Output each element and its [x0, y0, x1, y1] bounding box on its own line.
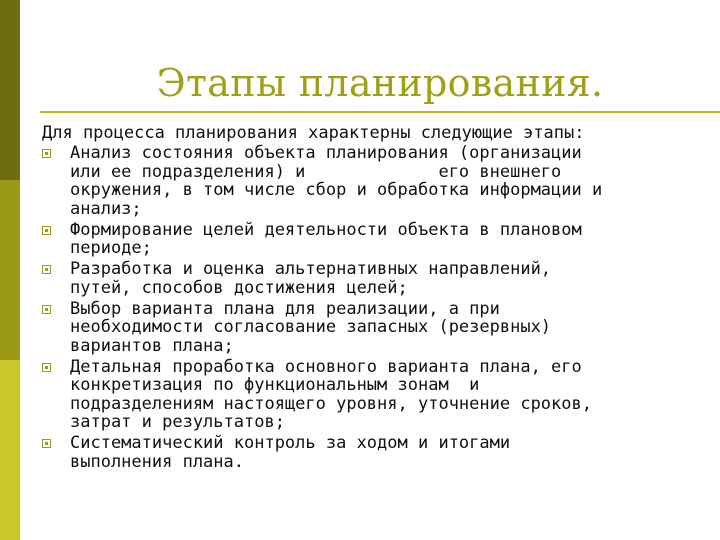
title-underline	[40, 111, 720, 113]
slide-title: Этапы планирования.	[156, 61, 604, 105]
checkbox-square-bullet-icon	[42, 305, 51, 314]
checkbox-square-bullet-icon	[42, 363, 51, 372]
checkbox-square-bullet-icon	[42, 226, 51, 235]
list-item	[42, 221, 702, 258]
list-item-line: Систематический контроль за ходом и итогами	[70, 433, 511, 453]
list-item-line: Выбор варианта плана для реализации, а при	[70, 298, 500, 319]
list-item	[42, 434, 702, 471]
list-item-line: вариантов плана;	[70, 335, 234, 356]
list-item-line: Анализ состояния объекта планирования (организации	[70, 143, 582, 163]
intro-text: Для процесса планирования характерны следующие этапы:	[42, 123, 585, 143]
checkbox-square-bullet-icon	[42, 265, 51, 274]
list-item-line: анализ;	[70, 198, 142, 219]
list-item	[42, 358, 702, 432]
list-item-line: затрат и результатов;	[70, 412, 285, 432]
checkbox-square-bullet-icon	[42, 149, 51, 158]
list-item	[42, 260, 702, 297]
checkbox-square-bullet-icon	[42, 439, 51, 448]
list-item-line: конкретизация по функциональным зонам и	[70, 375, 480, 395]
list-item-line: Детальная проработка основного варианта плана, его	[70, 356, 582, 377]
list-item-line: Разработка и оценка альтернативных направлений,	[70, 259, 552, 279]
accent-bar-segment	[0, 0, 20, 180]
list-item-line: периоде;	[70, 238, 152, 258]
list-item-line: Формирование целей деятельности объекта в плановом	[70, 219, 582, 240]
left-accent-bar	[0, 0, 20, 540]
list-item-line: необходимости согласование запасных (резервных)	[70, 317, 552, 337]
list-item	[42, 300, 702, 356]
list-item-line: выполнения плана.	[70, 451, 244, 472]
slide-body	[42, 124, 702, 474]
list-item-line: окружения, в том числе сбор и обработка информации и	[70, 180, 603, 200]
accent-bar-segment	[0, 360, 20, 540]
accent-bar-segment	[0, 180, 20, 360]
list-item	[42, 144, 702, 218]
list-item-line: подразделениям настоящего уровня, уточнение сроков,	[70, 393, 592, 414]
list-item-line: путей, способов достижения целей;	[70, 277, 408, 298]
stages-list	[42, 144, 702, 471]
list-item-line: или ее подразделения) и его внешнего	[70, 161, 562, 182]
